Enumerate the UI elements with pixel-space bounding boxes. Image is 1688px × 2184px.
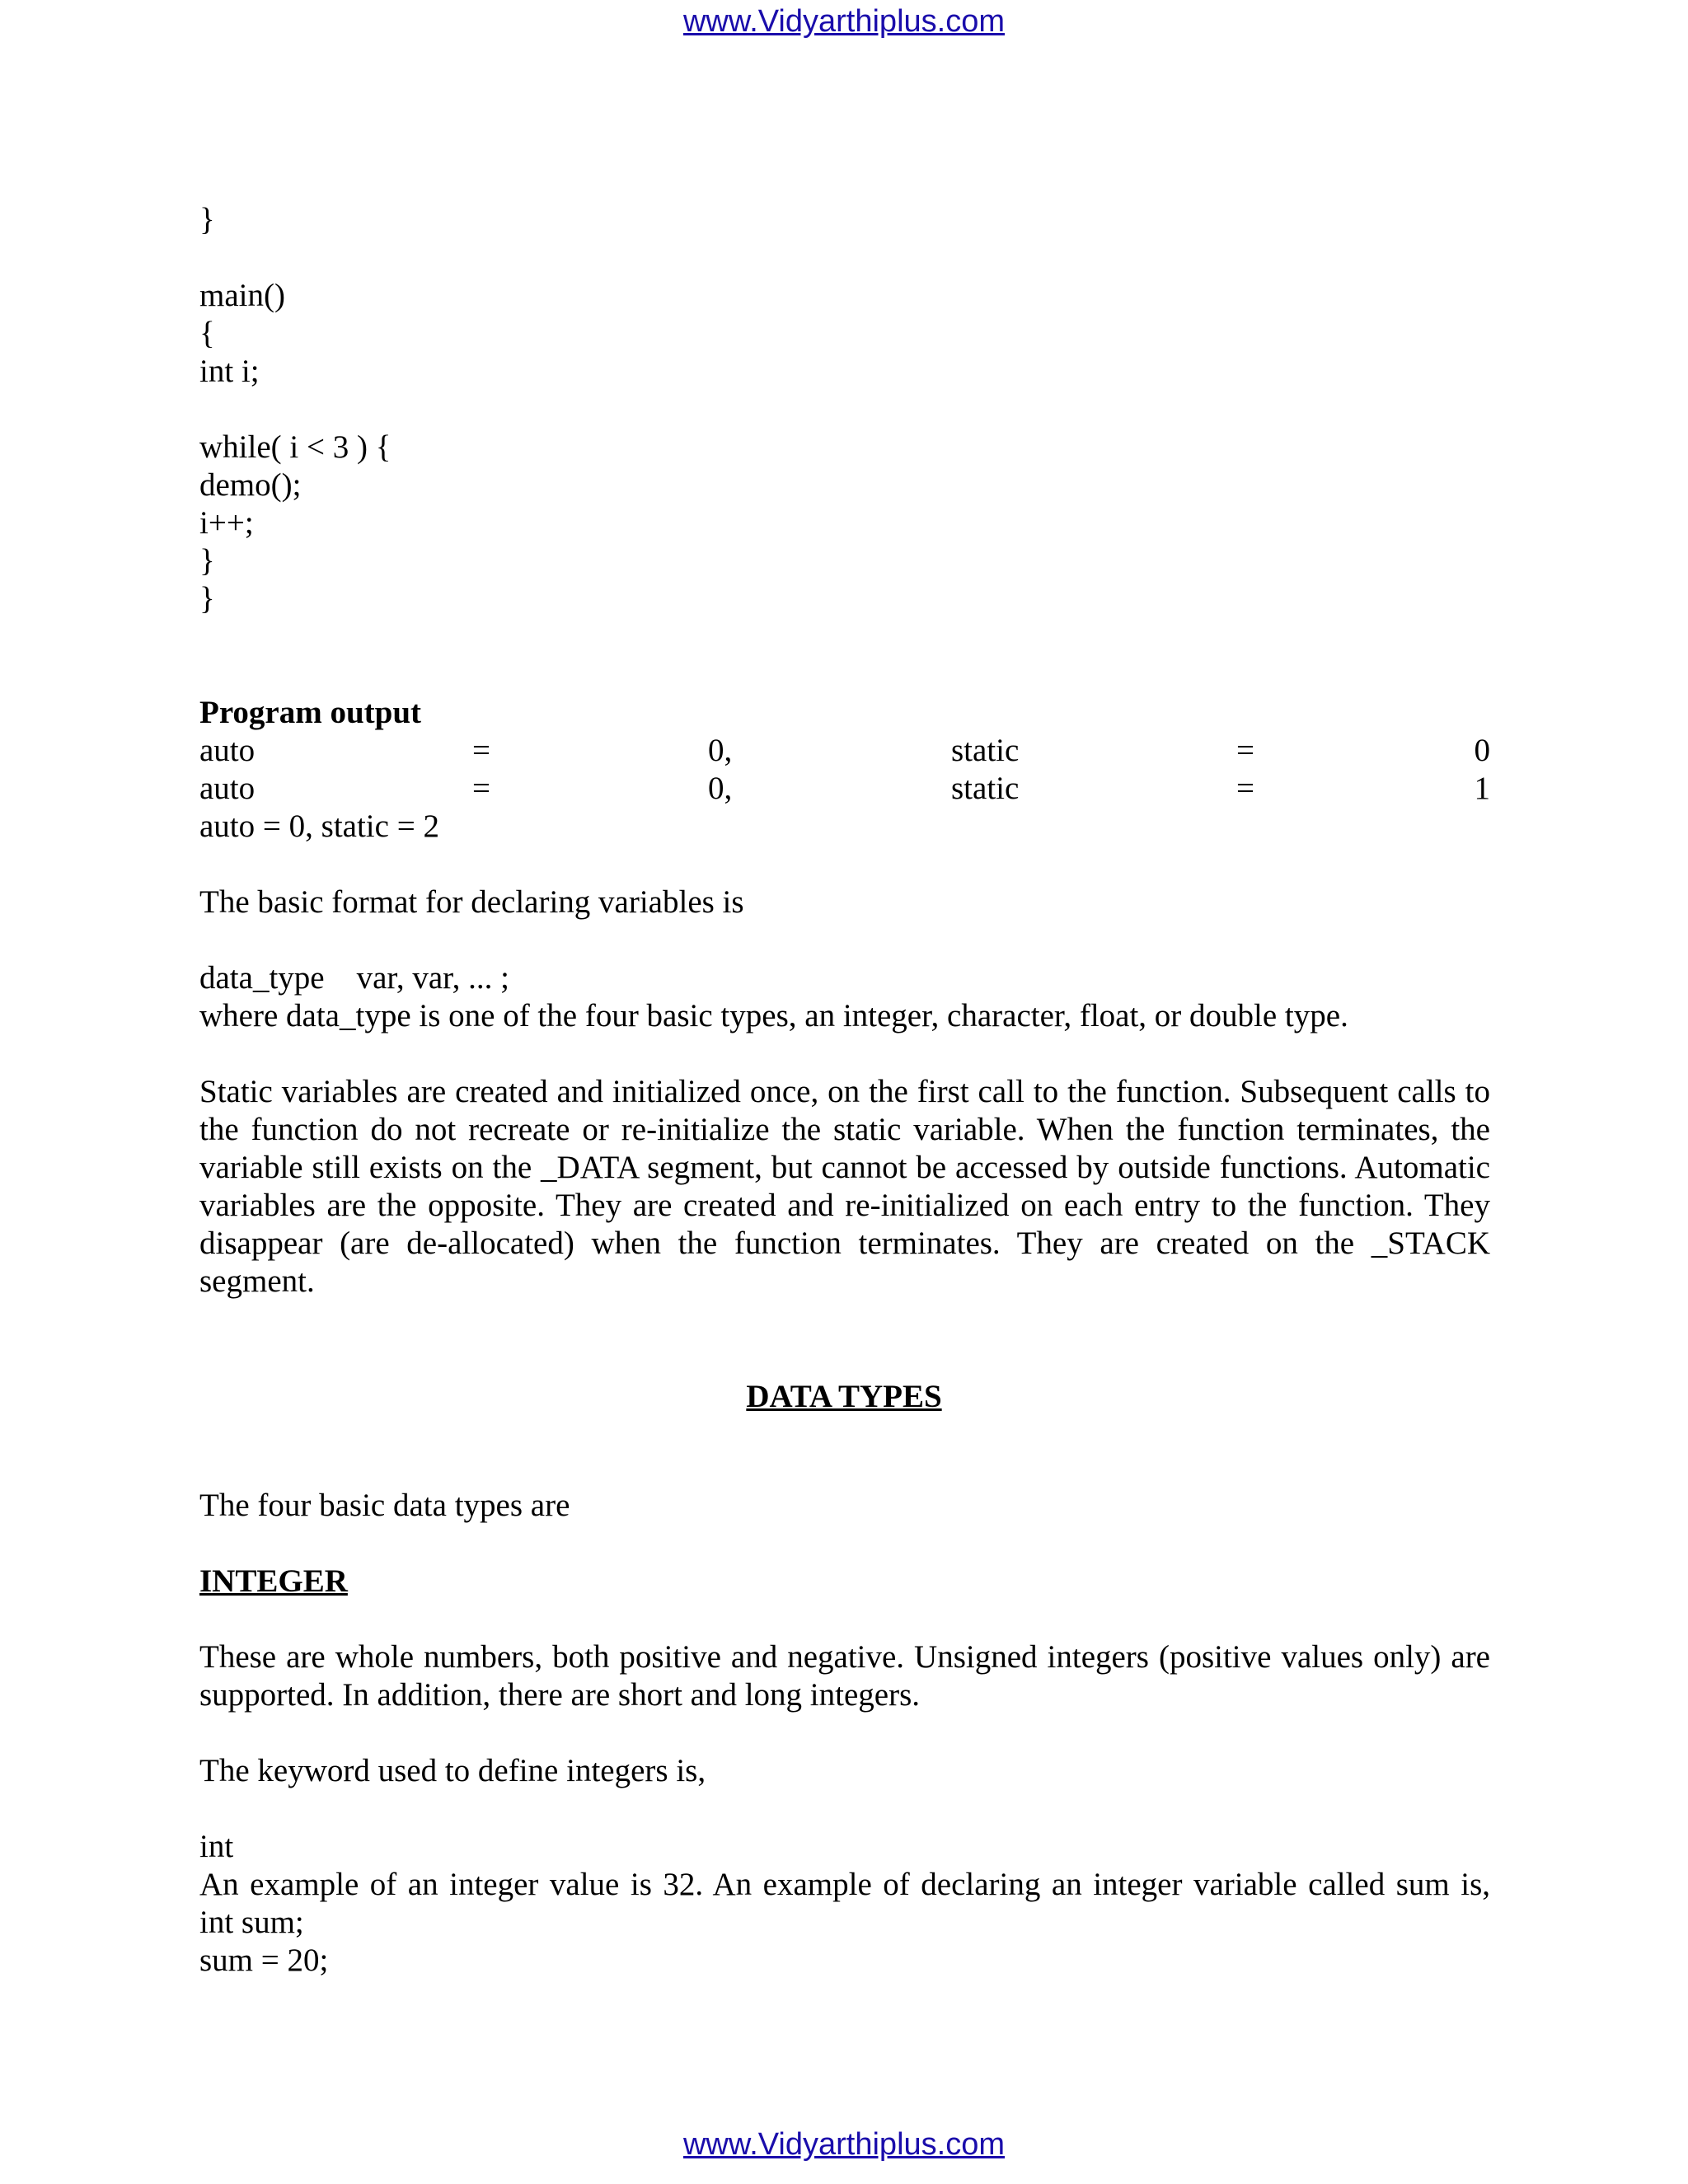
declaration-line-1: int sum; <box>199 1905 304 1940</box>
code-line-increment: i++; <box>199 505 254 541</box>
output-equals: = <box>472 771 490 806</box>
output-equals: = <box>1236 733 1254 768</box>
format-syntax: data_type var, var, ... ; <box>199 960 509 996</box>
program-output-heading: Program output <box>199 695 422 730</box>
output-auto-label: auto <box>199 733 256 768</box>
code-line-close-brace-inner: } <box>199 543 215 579</box>
output-static-value: 0 <box>1474 733 1490 768</box>
output-static-label: static <box>951 771 1020 806</box>
output-equals: = <box>1236 771 1254 806</box>
integer-paragraph: These are whole numbers, both positive and negative. Unsigned integers (positive values only) are supported. In addition, there are short and long integers. <box>199 1639 1490 1713</box>
footer-link[interactable]: www.Vidyarthiplus.com <box>682 2127 1005 2162</box>
format-description: where data_type is one of the four basic types, an integer, character, float, or double type. <box>199 998 1348 1033</box>
code-line-while: while( i < 3 ) { <box>199 429 392 465</box>
declaration-line-2: sum = 20; <box>199 1943 329 1978</box>
code-line-main: main() <box>199 278 285 313</box>
output-equals: = <box>472 733 490 768</box>
output-static-value: 1 <box>1474 771 1490 806</box>
code-line-int-i: int i; <box>199 354 260 389</box>
header-link[interactable]: www.Vidyarthiplus.com <box>682 4 1005 39</box>
output-row-1 <box>199 732 1490 770</box>
code-line-open-brace: { <box>199 316 215 351</box>
format-intro: The basic format for declaring variables is <box>199 884 744 920</box>
integer-heading: INTEGER <box>199 1563 348 1599</box>
keyword-int: int <box>199 1829 234 1864</box>
code-line-close-brace-outer: } <box>199 581 215 616</box>
output-row-2 <box>199 770 1490 808</box>
output-row-3: auto = 0, static = 2 <box>199 808 439 844</box>
output-static-label: static <box>951 733 1020 768</box>
output-auto-value: 0, <box>708 771 733 806</box>
output-auto-value: 0, <box>708 733 733 768</box>
example-line: An example of an integer value is 32. An example of declaring an integer variable called sum is, <box>199 1867 1490 1902</box>
section-title-data-types: DATA TYPES <box>746 1379 942 1414</box>
static-variables-paragraph: Static variables are created and initialized once, on the first call to the function. Subsequent calls to the function do not recreate or re-initialize the static variable. When the function terminates, the variable still exists on the _DATA segment, but cannot be accessed by outside functions. Automatic variables are the opposite. They are created and re-initialized on each entry to the function. They disappear (are de-allocated) when the function terminates. They are created on the _STACK segment. <box>199 1074 1490 1299</box>
four-types-intro: The four basic data types are <box>199 1488 570 1523</box>
keyword-intro: The keyword used to define integers is, <box>199 1753 706 1788</box>
output-auto-label: auto <box>199 771 256 806</box>
code-line-close-brace: } <box>199 202 215 237</box>
code-line-demo: demo(); <box>199 467 302 503</box>
